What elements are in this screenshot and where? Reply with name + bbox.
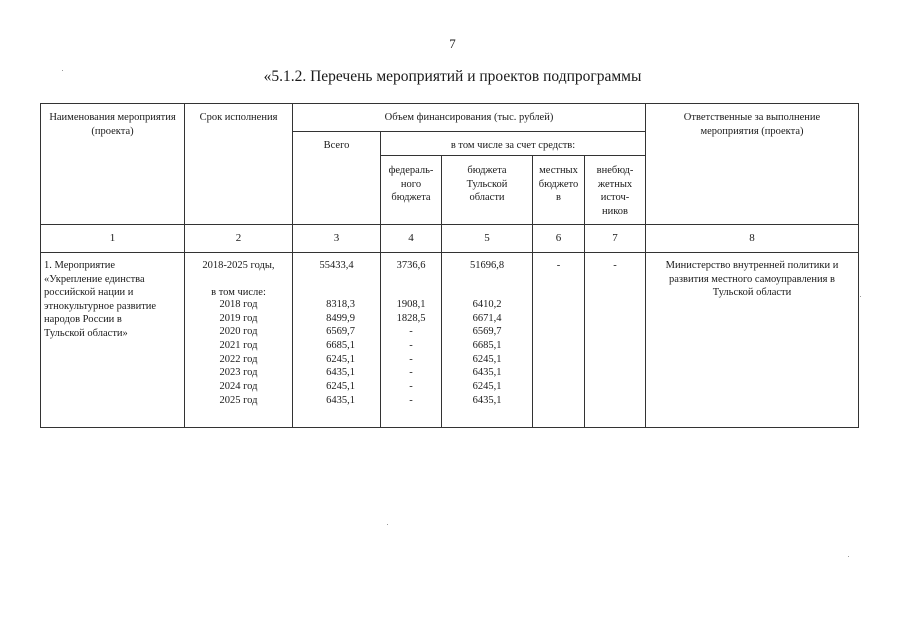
subheader-divider — [380, 155, 645, 156]
total-amount: 55433,4 — [319, 260, 354, 271]
federal-value: - — [409, 326, 413, 338]
measure-term-sub: в том числе: — [211, 287, 266, 298]
column-number: 2 — [235, 232, 242, 244]
header-federal: федераль- ного бюджета — [388, 165, 434, 204]
year-label: 2021 год — [219, 340, 258, 352]
regional-value: 6671,4 — [472, 312, 502, 324]
column-number: 5 — [484, 232, 490, 244]
page-number: 7 — [449, 36, 456, 51]
regional-by-year — [442, 298, 532, 408]
scan-speck — [860, 296, 861, 297]
regional-value: 6685,1 — [472, 340, 502, 352]
regional-value: 6435,1 — [472, 394, 502, 406]
column-number: 3 — [333, 232, 340, 244]
header-responsible: Ответственные за выполнение мероприятия (проекта) — [683, 112, 821, 137]
total-value: 6569,7 — [326, 326, 355, 338]
federal-value: 1908,1 — [396, 299, 426, 310]
federal-value: - — [409, 394, 413, 406]
document-title: «5.1.2. Перечень мероприятий и проектов подпрограммы — [263, 68, 642, 85]
regional-value: 6569,7 — [472, 326, 502, 338]
total-value: 6435,1 — [326, 367, 355, 379]
federal-value: - — [409, 340, 413, 352]
measure-name-line: этнокультурное развитие — [44, 300, 157, 312]
header-name: Наименования мероприятия (проекта) — [49, 112, 176, 137]
header-funding: Объем финансирования (тыс. рублей) — [384, 112, 554, 123]
measure-name-line: «Укрепление единства — [44, 273, 145, 285]
federal-by-year — [381, 298, 441, 408]
table-border-bottom — [40, 427, 858, 428]
measure-name-line: 1. Мероприятие — [44, 260, 116, 271]
extrabudgetary-amount: - — [613, 260, 617, 271]
column-number: 8 — [749, 232, 755, 244]
year-label: 2020 год — [219, 326, 258, 338]
col-border-9 — [858, 103, 859, 428]
header-total: Всего — [323, 140, 350, 151]
column-number: 6 — [555, 232, 562, 244]
year-label: 2023 год — [219, 367, 258, 379]
year-label: 2019 год — [219, 312, 258, 324]
federal-value: - — [409, 381, 413, 393]
regional-value: 6245,1 — [472, 381, 502, 393]
scan-speck — [387, 524, 388, 525]
measure-term: 2018-2025 годы, — [202, 260, 275, 271]
year-list — [185, 298, 292, 408]
year-label: 2018 год — [219, 299, 258, 310]
header-term: Срок исполнения — [199, 112, 278, 123]
federal-value: - — [409, 353, 413, 365]
scan-speck — [848, 556, 849, 557]
regional-value: 6435,1 — [472, 367, 502, 379]
column-number: 7 — [612, 232, 618, 244]
measure-name-line: российской нации и — [44, 287, 134, 299]
header-extrabudgetary: внебюд- жетных источ- ников — [596, 165, 634, 217]
federal-value: 1828,5 — [396, 312, 426, 324]
measure-name-line: народов России в — [44, 314, 122, 326]
total-value: 6245,1 — [326, 353, 355, 365]
total-value: 8499,9 — [326, 312, 355, 324]
regional-amount: 51696,8 — [469, 260, 505, 271]
table-border-top — [40, 103, 858, 104]
federal-value: - — [409, 367, 413, 379]
column-number: 1 — [109, 232, 116, 244]
measure-name-line: Тульской области» — [44, 327, 128, 339]
total-value: 8318,3 — [326, 299, 355, 310]
federal-amount: 3736,6 — [396, 260, 426, 271]
local-amount: - — [556, 260, 561, 271]
total-value: 6685,1 — [326, 340, 355, 352]
total-by-year — [293, 298, 355, 408]
col-border-1 — [40, 103, 41, 428]
col-border-8 — [645, 103, 646, 428]
column-number: 4 — [408, 232, 414, 244]
scan-speck — [62, 70, 63, 71]
measure-name — [44, 259, 181, 341]
header-including: в том числе за счет средств: — [450, 140, 576, 151]
year-label: 2024 год — [219, 381, 258, 393]
header-bottom-divider — [40, 224, 858, 225]
year-label: 2025 год — [219, 394, 258, 406]
responsible-body: Министерство внутренней политики и развития местного самоуправления в Тульской области — [665, 260, 839, 299]
column-number-divider — [40, 252, 858, 253]
header-local: местных бюджето в — [538, 165, 579, 204]
regional-value: 6245,1 — [472, 353, 502, 365]
total-value: 6435,1 — [326, 394, 355, 406]
year-label: 2022 год — [219, 353, 258, 365]
total-value: 6245,1 — [326, 381, 355, 393]
header-regional: бюджета Тульской области — [466, 165, 508, 204]
regional-value: 6410,2 — [472, 299, 502, 310]
funding-header-divider — [293, 131, 645, 132]
